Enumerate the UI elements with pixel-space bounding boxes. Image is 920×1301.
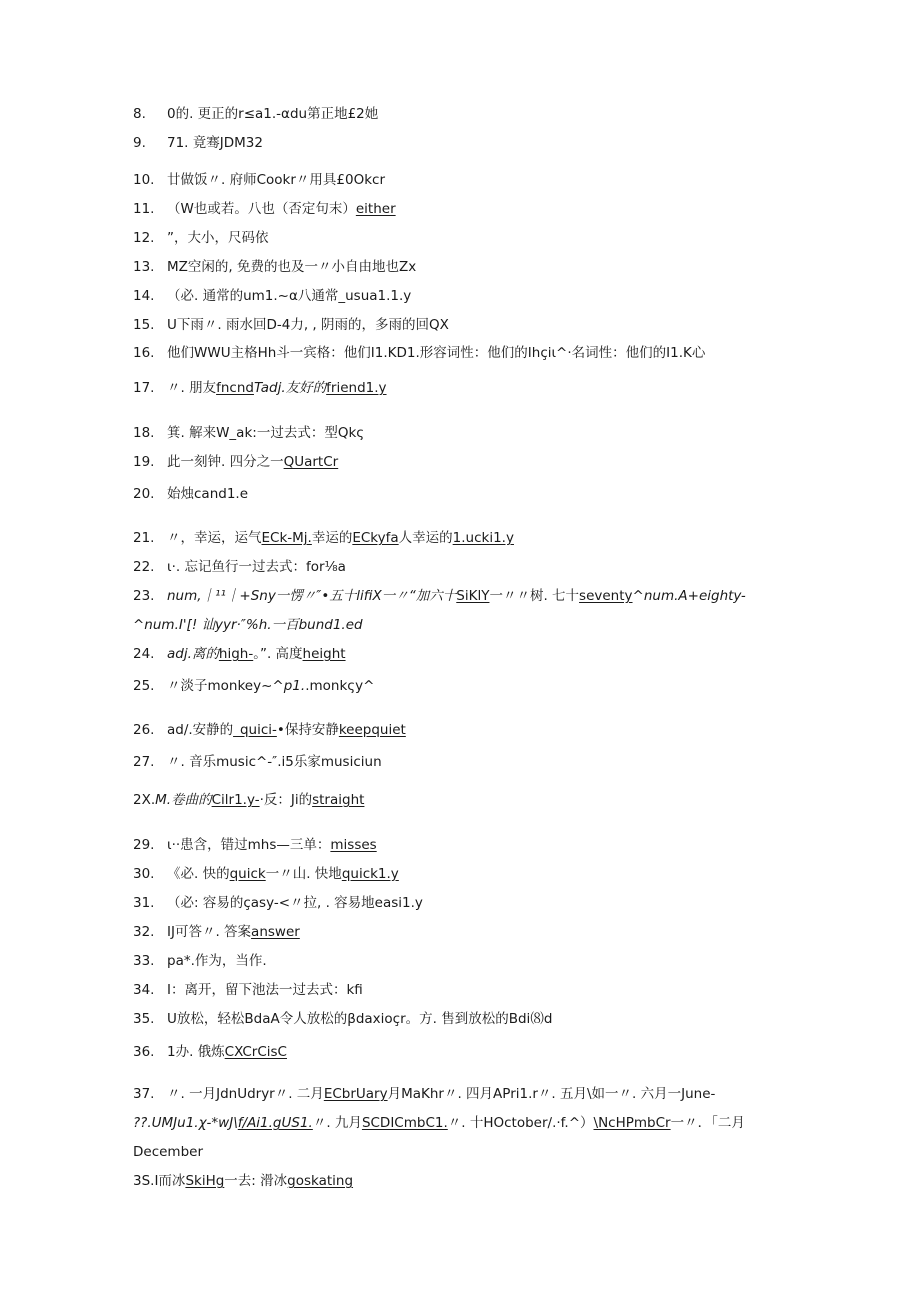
entry-28 xyxy=(133,786,773,815)
entry-number: 21. xyxy=(133,530,155,546)
entry-37-line-3 xyxy=(133,1138,773,1167)
entry-text: 〃. 音乐music^-″.i5乐家musiciun xyxy=(167,754,382,770)
entry-text: U下雨〃. 雨水回D-4力, , 阴雨的，多雨的回QX xyxy=(167,317,449,333)
entry-text: U放松，轻松BdaA令人放松的βdaxioçr。方. 售到放松的Bdi⑻d xyxy=(167,1011,553,1027)
entry-text: 月MaKhr〃. 四月APri1.r〃. 五月\如一〃. 六月一June- xyxy=(387,1086,716,1102)
answer-underlined: high- xyxy=(218,646,254,662)
entry-text: 此一刻钟. 四分之一 xyxy=(167,454,284,470)
answer-underlined: straight xyxy=(312,792,365,808)
answer-underlined: keepquiet xyxy=(338,722,406,738)
entry-24 xyxy=(133,640,773,669)
entry-26 xyxy=(133,716,773,745)
answer-underlined: f∕Ai1.gUS1. xyxy=(237,1115,313,1131)
entry-number: 13. xyxy=(133,259,155,275)
entry-text: ι··患含，错过mhs—三单： xyxy=(167,837,331,853)
entry-33 xyxy=(133,947,773,976)
entry-number: 31. xyxy=(133,895,155,911)
entry-number: 34. xyxy=(133,982,155,998)
entry-number: 37. xyxy=(133,1086,155,1102)
answer-underlined: goskating xyxy=(287,1173,354,1189)
entry-number: 17. xyxy=(133,380,155,396)
entry-15 xyxy=(133,311,773,340)
entry-number: 24. xyxy=(133,646,155,662)
entry-23 xyxy=(133,582,773,611)
entry-number: 26. xyxy=(133,722,155,738)
entry-20 xyxy=(133,480,773,509)
entry-text: ·反：Ji的 xyxy=(259,792,313,808)
answer-underlined: ECbrUary xyxy=(323,1086,388,1102)
entry-text: ??.UMJu1.χ-*wJ\ xyxy=(133,1115,238,1131)
entry-number: 2X. xyxy=(133,792,156,808)
entry-text: ^num.I'[! 讪yyr·″%h.一百bund1.ed xyxy=(133,617,363,633)
entry-36 xyxy=(133,1038,773,1067)
entry-number: 16. xyxy=(133,345,155,361)
entry-text: 一去: 滑冰 xyxy=(224,1173,288,1189)
entry-number: 23. xyxy=(133,588,155,604)
entry-text: 〃. 十HOctober∕.·f.^） xyxy=(447,1115,594,1131)
entry-19 xyxy=(133,448,773,477)
entry-30 xyxy=(133,860,773,889)
entry-italic: ^p1. xyxy=(272,678,306,694)
entry-23-line-2 xyxy=(133,611,773,640)
answer-underlined: quick xyxy=(229,866,266,882)
entry-number: 32. xyxy=(133,924,155,940)
entry-number: 36. xyxy=(133,1044,155,1060)
entry-text: （W也或若。八也（否定句末） xyxy=(167,201,356,217)
answer-underlined: Cilr1.y- xyxy=(211,792,260,808)
answer-underlined: either xyxy=(355,201,396,217)
entry-text: ι·. 忘记鱼行一过去式：for⅛a xyxy=(167,559,346,575)
entry-number: 3S. xyxy=(133,1173,155,1189)
entry-text: 。”. 高度 xyxy=(253,646,303,662)
entry-37 xyxy=(133,1080,773,1109)
entry-text: IJ可答〃. 答案 xyxy=(167,924,252,940)
entry-text: 箕. 解来W_ak:一过去式：型Qkς xyxy=(167,425,365,441)
entry-18 xyxy=(133,419,773,448)
entry-11 xyxy=(133,195,773,224)
entry-text: I而冰 xyxy=(154,1173,186,1189)
entry-text: （必: 容易的çasy-<〃拉, . 容易地easi1.y xyxy=(167,895,423,911)
answer-underlined: height xyxy=(302,646,346,662)
entry-text: I：离开，留下池法一过去式：kfi xyxy=(167,982,363,998)
entry-number: 27. xyxy=(133,754,155,770)
entry-text: 幸运的 xyxy=(311,530,353,546)
entry-27 xyxy=(133,748,773,777)
entry-text: pa*.作为，当作. xyxy=(167,953,267,969)
entry-number: 19. xyxy=(133,454,155,470)
entry-number: 20. xyxy=(133,486,155,502)
entry-9 xyxy=(133,129,773,158)
entry-25 xyxy=(133,672,773,701)
entry-22 xyxy=(133,553,773,582)
entry-8 xyxy=(133,100,773,129)
answer-underlined: _quici- xyxy=(233,722,277,738)
entry-32 xyxy=(133,918,773,947)
entry-text: 〃. 一月JdnUdryr〃. 二月 xyxy=(167,1086,324,1102)
entry-37-line-2 xyxy=(133,1109,773,1138)
answer-underlined: QUartCr xyxy=(283,454,339,470)
entry-number: 30. xyxy=(133,866,155,882)
entry-number: 14. xyxy=(133,288,155,304)
entry-21 xyxy=(133,524,773,553)
entry-29 xyxy=(133,831,773,860)
entry-text: •保持安静 xyxy=(276,722,339,738)
answer-underlined: ECkyfa xyxy=(352,530,399,546)
entry-number: 9. xyxy=(133,135,146,151)
entry-number: 22. xyxy=(133,559,155,575)
entry-text: 他们WWU主格Hh斗一宾格：他们I1.KD1.形容词性：他们的Ihçiι^·名词性：他们的I1.K心 xyxy=(167,345,706,361)
entry-text: 〃淡子monkey~ xyxy=(167,678,273,694)
entry-italic: M.卷曲的 xyxy=(155,792,212,808)
entry-text: 〃，幸运，运气 xyxy=(167,530,262,546)
answer-underlined: quick1.y xyxy=(341,866,399,882)
entry-16 xyxy=(133,339,773,368)
entry-12 xyxy=(133,224,773,253)
entry-text: .monkςy^ xyxy=(305,678,375,694)
entry-31 xyxy=(133,889,773,918)
entry-number: 12. xyxy=(133,230,155,246)
entry-35 xyxy=(133,1005,773,1034)
entry-number: 33. xyxy=(133,953,155,969)
answer-underlined: ECk-Mj. xyxy=(261,530,312,546)
answer-underlined: \NcHPmbCr xyxy=(593,1115,671,1131)
entry-14 xyxy=(133,282,773,311)
entry-text: 一〃．「二月 xyxy=(670,1115,745,1131)
entry-number: 18. xyxy=(133,425,155,441)
entry-text: （必. 通常的um1.~α八通常_usua1.1.y xyxy=(167,288,412,304)
answer-underlined: fncnd xyxy=(216,380,254,396)
entry-number: 35. xyxy=(133,1011,155,1027)
entry-text: December xyxy=(133,1144,204,1160)
entry-text: 〃. 九月 xyxy=(312,1115,362,1131)
answer-underlined: SCDICmbC1. xyxy=(361,1115,448,1131)
entry-number: 29. xyxy=(133,837,155,853)
entry-number: 11. xyxy=(133,201,155,217)
entry-text: 人幸运的 xyxy=(398,530,453,546)
entry-34 xyxy=(133,976,773,1005)
entry-17 xyxy=(133,374,773,403)
answer-underlined: friend1.y xyxy=(326,380,387,396)
entry-number: 25. xyxy=(133,678,155,694)
entry-number: 10. xyxy=(133,172,155,188)
answer-underlined: misses xyxy=(330,837,377,853)
answer-underlined: SiKlY xyxy=(456,588,490,604)
entry-text: 0的. 更正的r≤a1.-αdu第正地£2她 xyxy=(167,106,379,122)
entry-text: 〃. 朋友 xyxy=(167,380,217,396)
entry-text: 廿做饭〃. 府师Cookr〃用具£0Okcr xyxy=(167,172,385,188)
entry-13 xyxy=(133,253,773,282)
answer-underlined: answer xyxy=(251,924,300,940)
entry-text: 《必. 快的 xyxy=(167,866,230,882)
entry-text: ”，大小，尺码依 xyxy=(167,230,269,246)
entry-text: 一〃〃树. 七十 xyxy=(489,588,580,604)
entry-number: 15. xyxy=(133,317,155,333)
entry-text: 71. 竟骞JDM32 xyxy=(167,135,263,151)
answer-underlined: 1.ucki1.y xyxy=(452,530,514,546)
entry-number: 8. xyxy=(133,106,146,122)
answer-underlined: SkiHg xyxy=(185,1173,225,1189)
entry-italic: Tadj.友好的 xyxy=(253,380,327,396)
entry-text: MZ空闲的, 免费的也及一〃小自由地也Zx xyxy=(167,259,417,275)
entry-text: num,｜¹¹｜+Sny一愣〃″•五十lifiX一〃“加六十 xyxy=(167,588,457,604)
answer-underlined: CXCrCisC xyxy=(224,1044,287,1060)
entry-text: 始烛cand1.e xyxy=(167,486,249,502)
entry-10 xyxy=(133,166,773,195)
entry-38 xyxy=(133,1167,773,1196)
answer-underlined: seventy xyxy=(579,588,633,604)
entry-text: ^num.A+eighty- xyxy=(632,588,746,604)
entry-italic: adj.离的 xyxy=(167,646,219,662)
entry-text: 1办. 俄炼 xyxy=(167,1044,225,1060)
entry-text: ad∕.安静的 xyxy=(167,722,234,738)
entry-text: 一〃山. 快地 xyxy=(265,866,342,882)
